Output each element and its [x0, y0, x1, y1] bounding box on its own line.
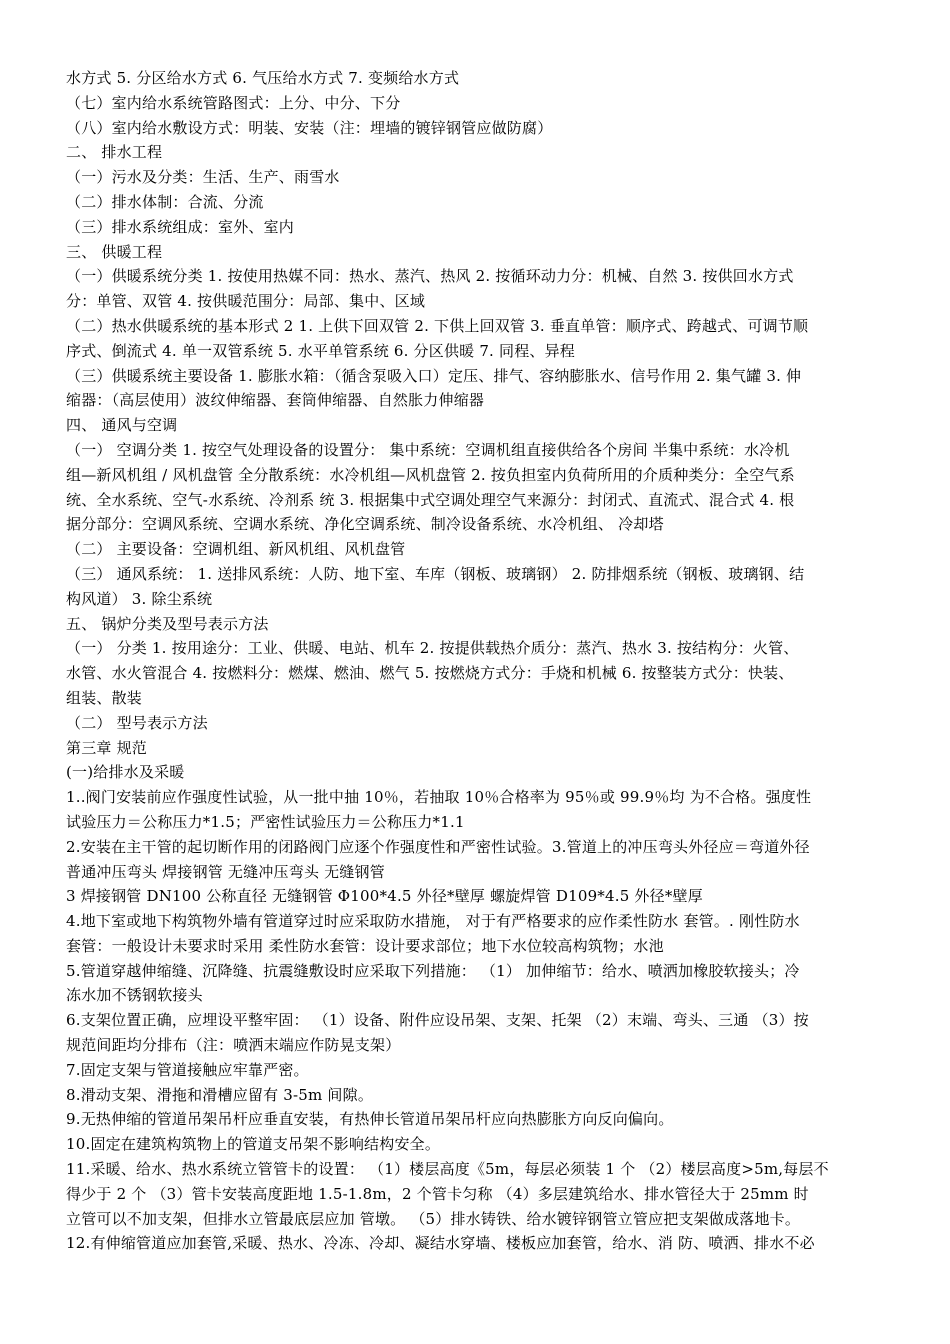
- text-line: （三）排水系统组成：室外、室内: [66, 217, 295, 236]
- text-line: （二） 型号表示方法: [66, 713, 208, 732]
- text-line: （二）热水供暖系统的基本形式 2 1. 上供下回双管 2. 下供上回双管 3. 垂直单管：顺序式、跨越式、可调节顺: [66, 316, 809, 335]
- text-line: （二）排水体制：合流、分流: [66, 192, 264, 211]
- text-line: 统、全水系统、空气-水系统、冷剂系 统 3. 根据集中式空调处理空气来源分：封闭式、直流式、混合式 4. 根: [66, 490, 795, 509]
- text-line: 构风道） 3. 除尘系统: [66, 589, 213, 608]
- text-line: 组—新风机组 / 风机盘管 全分散系统：水冷机组—风机盘管 2. 按负担室内负荷所用的介质种类分：全空气系: [66, 465, 795, 484]
- text-line: （一）供暖系统分类 1. 按使用热媒不同：热水、蒸汽、热风 2. 按循环动力分：机械、自然 3. 按供回水方式: [66, 267, 794, 286]
- document-body: [66, 66, 886, 1256]
- text-line: 五、 锅炉分类及型号表示方法: [66, 614, 269, 633]
- text-line: 水方式 5. 分区给水方式 6. 气压给水方式 7. 变频给水方式: [66, 69, 460, 87]
- text-line: 据分部分：空调风系统、空调水系统、净化空调系统、制冷设备系统、水冷机组、 冷却塔: [66, 515, 664, 534]
- text-line: 套管：一般设计未要求时采用 柔性防水套管：设计要求部位；地下水位较高构筑物；水池: [66, 936, 664, 955]
- text-line: （三） 通风系统： 1. 送排风系统：人防、地下室、车库（钢板、玻璃钢） 2. 防排烟系统（钢板、玻璃钢、结: [66, 564, 805, 583]
- text-line: 3 焊接钢管 DN100 公称直径 无缝钢管 Φ100*4.5 外径*壁厚 螺旋焊管 D109*4.5 外径*壁厚: [66, 887, 703, 906]
- text-line: 组装、散装: [66, 688, 143, 707]
- text-line: 6.支架位置正确，应埋设平整牢固： （1）设备、附件应设吊架、支架、托架 （2）末端、弯头、三通 （3）按: [66, 1011, 809, 1030]
- text-line: （一） 空调分类 1. 按空气处理设备的设置分： 集中系统：空调机组直接供给各个房间 半集中系统：水冷机: [66, 440, 790, 459]
- text-line: 8.滑动支架、滑拖和滑槽应留有 3-5m 间隙。: [66, 1085, 374, 1104]
- text-line: 9.无热伸缩的管道吊架吊杆应垂直安装，有热伸长管道吊架吊杆应向热膨胀方向反向偏向。: [66, 1110, 674, 1129]
- text-line: 11.采暖、给水、热水系统立管管卡的设置： （1）楼层高度《5m，每层必须装 1 个 （2）楼层高度>5m,每层不: [66, 1160, 829, 1179]
- text-line: 7.固定支架与管道接触应牢靠严密。: [66, 1060, 309, 1079]
- text-line: 水管、水火管混合 4. 按燃料分：燃煤、燃油、燃气 5. 按燃烧方式分：手烧和机械 6. 按整装方式分：快装、: [66, 664, 794, 683]
- text-line: 缩器：（高层使用）波纹伸缩器、套筒伸缩器、自然胀力伸缩器: [66, 391, 485, 410]
- text-line: （二） 主要设备：空调机组、新风机组、风机盘管: [66, 540, 406, 559]
- text-line: （一）污水及分类：生活、生产、雨雪水: [66, 168, 340, 187]
- text-line: 四、 通风与空调: [66, 416, 178, 435]
- text-line: (一)给排水及采暖: [66, 763, 185, 782]
- text-line: 冻水加不锈钢软接头: [66, 986, 203, 1005]
- text-line: 第三章 规范: [66, 738, 147, 757]
- text-line: 立管可以不加支架，但排水立管最底层应加 管墩。 （5）排水铸铁、给水镀锌钢管立管应把支架做成落地卡。: [66, 1209, 801, 1228]
- text-line: 2.安装在主干管的起切断作用的闭路阀门应逐个作强度性和严密性试验。3.管道上的冲压弯头外径应＝弯道外径: [66, 837, 810, 856]
- text-line: 4.地下室或地下构筑物外墙有管道穿过时应采取防水措施， 对于有严格要求的应作柔性防水 套管。. 刚性防水: [66, 912, 800, 931]
- text-line: 序式、倒流式 4. 单一双管系统 5. 水平单管系统 6. 分区供暖 7. 同程、异程: [66, 341, 575, 360]
- text-line: （三）供暖系统主要设备 1. 膨胀水箱：（循含泵吸入口）定压、排气、容纳膨胀水、信号作用 2. 集气罐 3. 伸: [66, 366, 802, 385]
- text-line: （一） 分类 1. 按用途分：工业、供暖、电站、机车 2. 按提供载热介质分：蒸汽、热水 3. 按结构分：火管、: [66, 639, 799, 658]
- text-line: 二、 排水工程: [66, 143, 163, 162]
- text-line: （七）室内给水系统管路图式：上分、中分、下分: [66, 93, 401, 112]
- text-line: 1..阀门安装前应作强度性试验，从一批中抽 10％，若抽取 10％合格率为 95％或 99.9％均 为不合格。强度性: [66, 788, 812, 807]
- text-line: （八）室内给水敷设方式：明装、安装（注：埋墙的镀锌钢管应做防腐）: [66, 118, 553, 137]
- text-line: 5.管道穿越伸缩缝、沉降缝、抗震缝敷设时应采取下列措施： （1） 加伸缩节：给水、喷洒加橡胶软接头；冷: [66, 961, 800, 980]
- text-line: 规范间距均分排布（注：喷洒末端应作防晃支架）: [66, 1036, 401, 1055]
- text-line: 12.有伸缩管道应加套管,采暖、热水、冷冻、冷却、凝结水穿墙、楼板应加套管，给水、消 防、喷洒、排水不必: [66, 1234, 815, 1253]
- text-line: 普通冲压弯头 焊接钢管 无缝冲压弯头 无缝钢管: [66, 862, 385, 881]
- text-line: 10.固定在建筑构筑物上的管道支吊架不影响结构安全。: [66, 1135, 441, 1154]
- text-line: 试验压力＝公称压力*1.5；严密性试验压力＝公称压力*1.1: [66, 812, 465, 831]
- text-line: 得少于 2 个 （3）管卡安装高度距地 1.5-1.8m，2 个管卡匀称 （4）多层建筑给水、排水管径大于 25mm 时: [66, 1184, 809, 1203]
- text-line: 三、 供暖工程: [66, 242, 163, 261]
- text-line: 分：单管、双管 4. 按供暖范围分：局部、集中、区域: [66, 292, 426, 311]
